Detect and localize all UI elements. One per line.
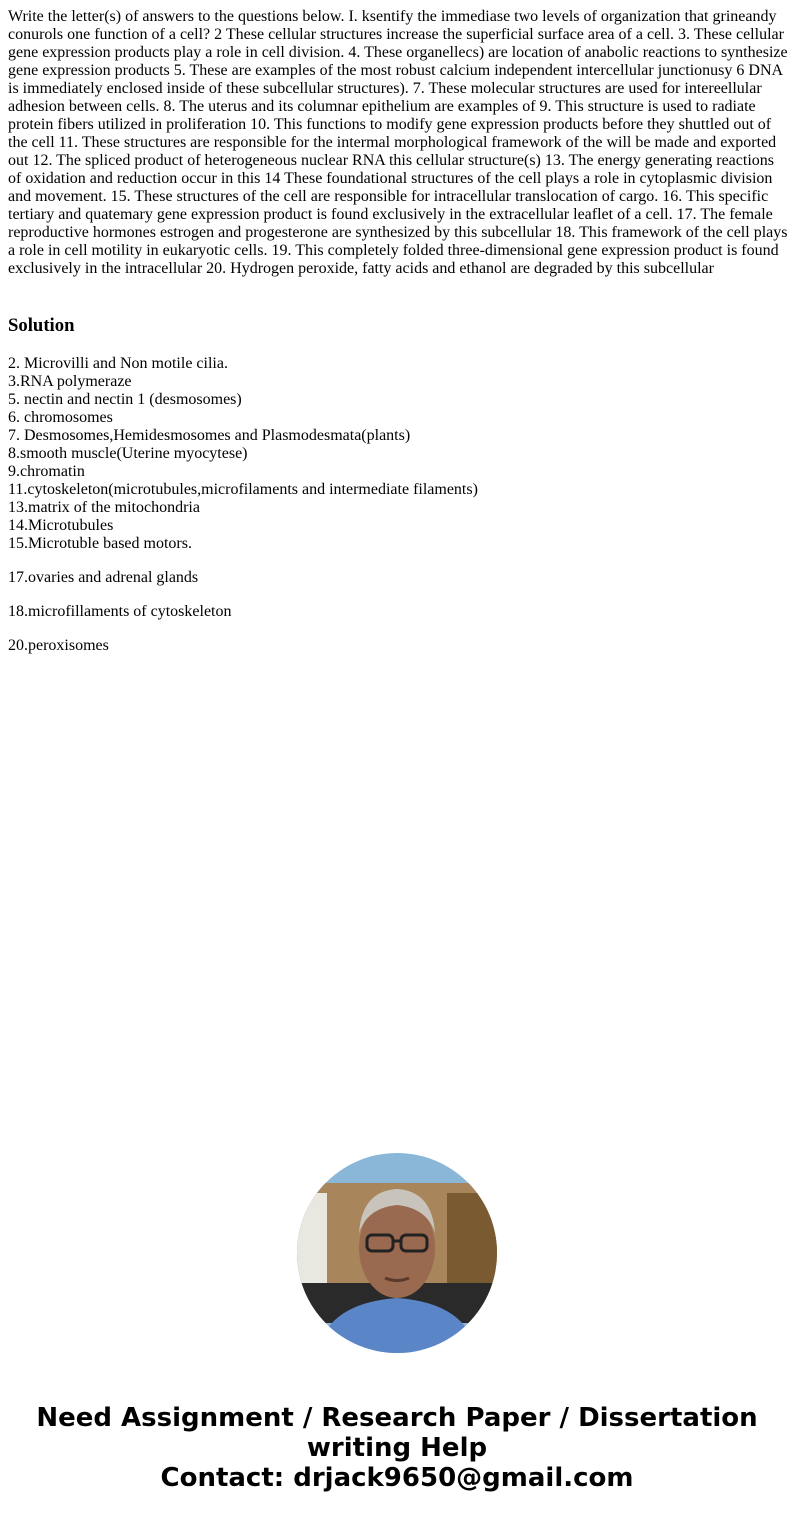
answer-item: 15.Microtuble based motors. [8, 535, 192, 552]
answer-item: 14.Microtubules [8, 517, 114, 534]
answer-item: 6. chromosomes [8, 409, 113, 426]
answer-item: 13.matrix of the mitochondria [8, 499, 200, 516]
footer-line: writing Help [306, 1433, 488, 1463]
answer-item: 11.cytoskeleton(microtubules,microfilaments and intermediate filaments) [8, 481, 478, 498]
answer-item: 7. Desmosomes,Hemidesmosomes and Plasmodesmata(plants) [8, 427, 411, 444]
answer-item: 17.ovaries and adrenal glands [8, 569, 199, 586]
answer-item: 8.smooth muscle(Uterine myocytese) [8, 445, 248, 462]
footer-line: Need Assignment / Research Paper / Dissertation [36, 1403, 758, 1433]
author-photo [297, 1153, 497, 1353]
answer-item: 3.RNA polymeraze [8, 373, 132, 390]
question-text: Write the letter(s) of answers to the questions below. I. ksentify the immediase two levels of organization that grineandy conurols one function of a cell? 2 These cellular structures increase the superficial surface area of a cell. 3. These cellular gene expression products play a role in cell division. 4. These organellecs) are location of anabolic reactions to synthesize gene expression products 5. These are examples of the most robust calcium independent intercellular junctionusy 6 DNA is immediately enclosed inside of these subcellular structures). 7. These molecular structures are used for intereellular adhesion between cells. 8. The uterus and its columnar epithelium are examples of 9. This structure is used to radiate protein fibers utilized in proliferation 10. This functions to modify gene expression products before they shuttled out of the cell 11. These structures are responsible for the intermal morphological framework of the will be made and exported out 12. The spliced product of heterogeneous nuclear RNA this cellular structure(s) 13. The energy generating reactions of oxidation and reduction occur in this 14 These foundational structures of the cell plays a role in cytoplasmic division and movement. 15. These structures of the cell are responsible for intracellular translocation of cargo. 16. This specific tertiary and quatemary gene expression product is found exclusively in the extracellular leaflet of a cell. 17. The female reproductive hormones estrogen and progesterone are synthesized by this subcellular 18. This framework of the cell plays a role in cell motility in eukaryotic cells. 19. This completely folded three-dimensional gene expression product is found exclusively in the intracellular 20. Hydrogen peroxide, fatty acids and ethanol are degraded by this subcellular [8, 8, 788, 277]
answer-item: 2. Microvilli and Non motile cilia. [8, 355, 228, 372]
footer-contact [0, 1403, 794, 1493]
solution-heading: Solution [8, 315, 75, 336]
footer-contact-email: Contact: drjack9650@gmail.com [160, 1463, 634, 1493]
answer-item: 9.chromatin [8, 463, 85, 480]
answer-item: 18.microfillaments of cytoskeleton [8, 603, 232, 620]
answer-item: 20.peroxisomes [8, 637, 109, 654]
answer-item: 5. nectin and nectin 1 (desmosomes) [8, 391, 242, 408]
answer-list [8, 355, 788, 655]
